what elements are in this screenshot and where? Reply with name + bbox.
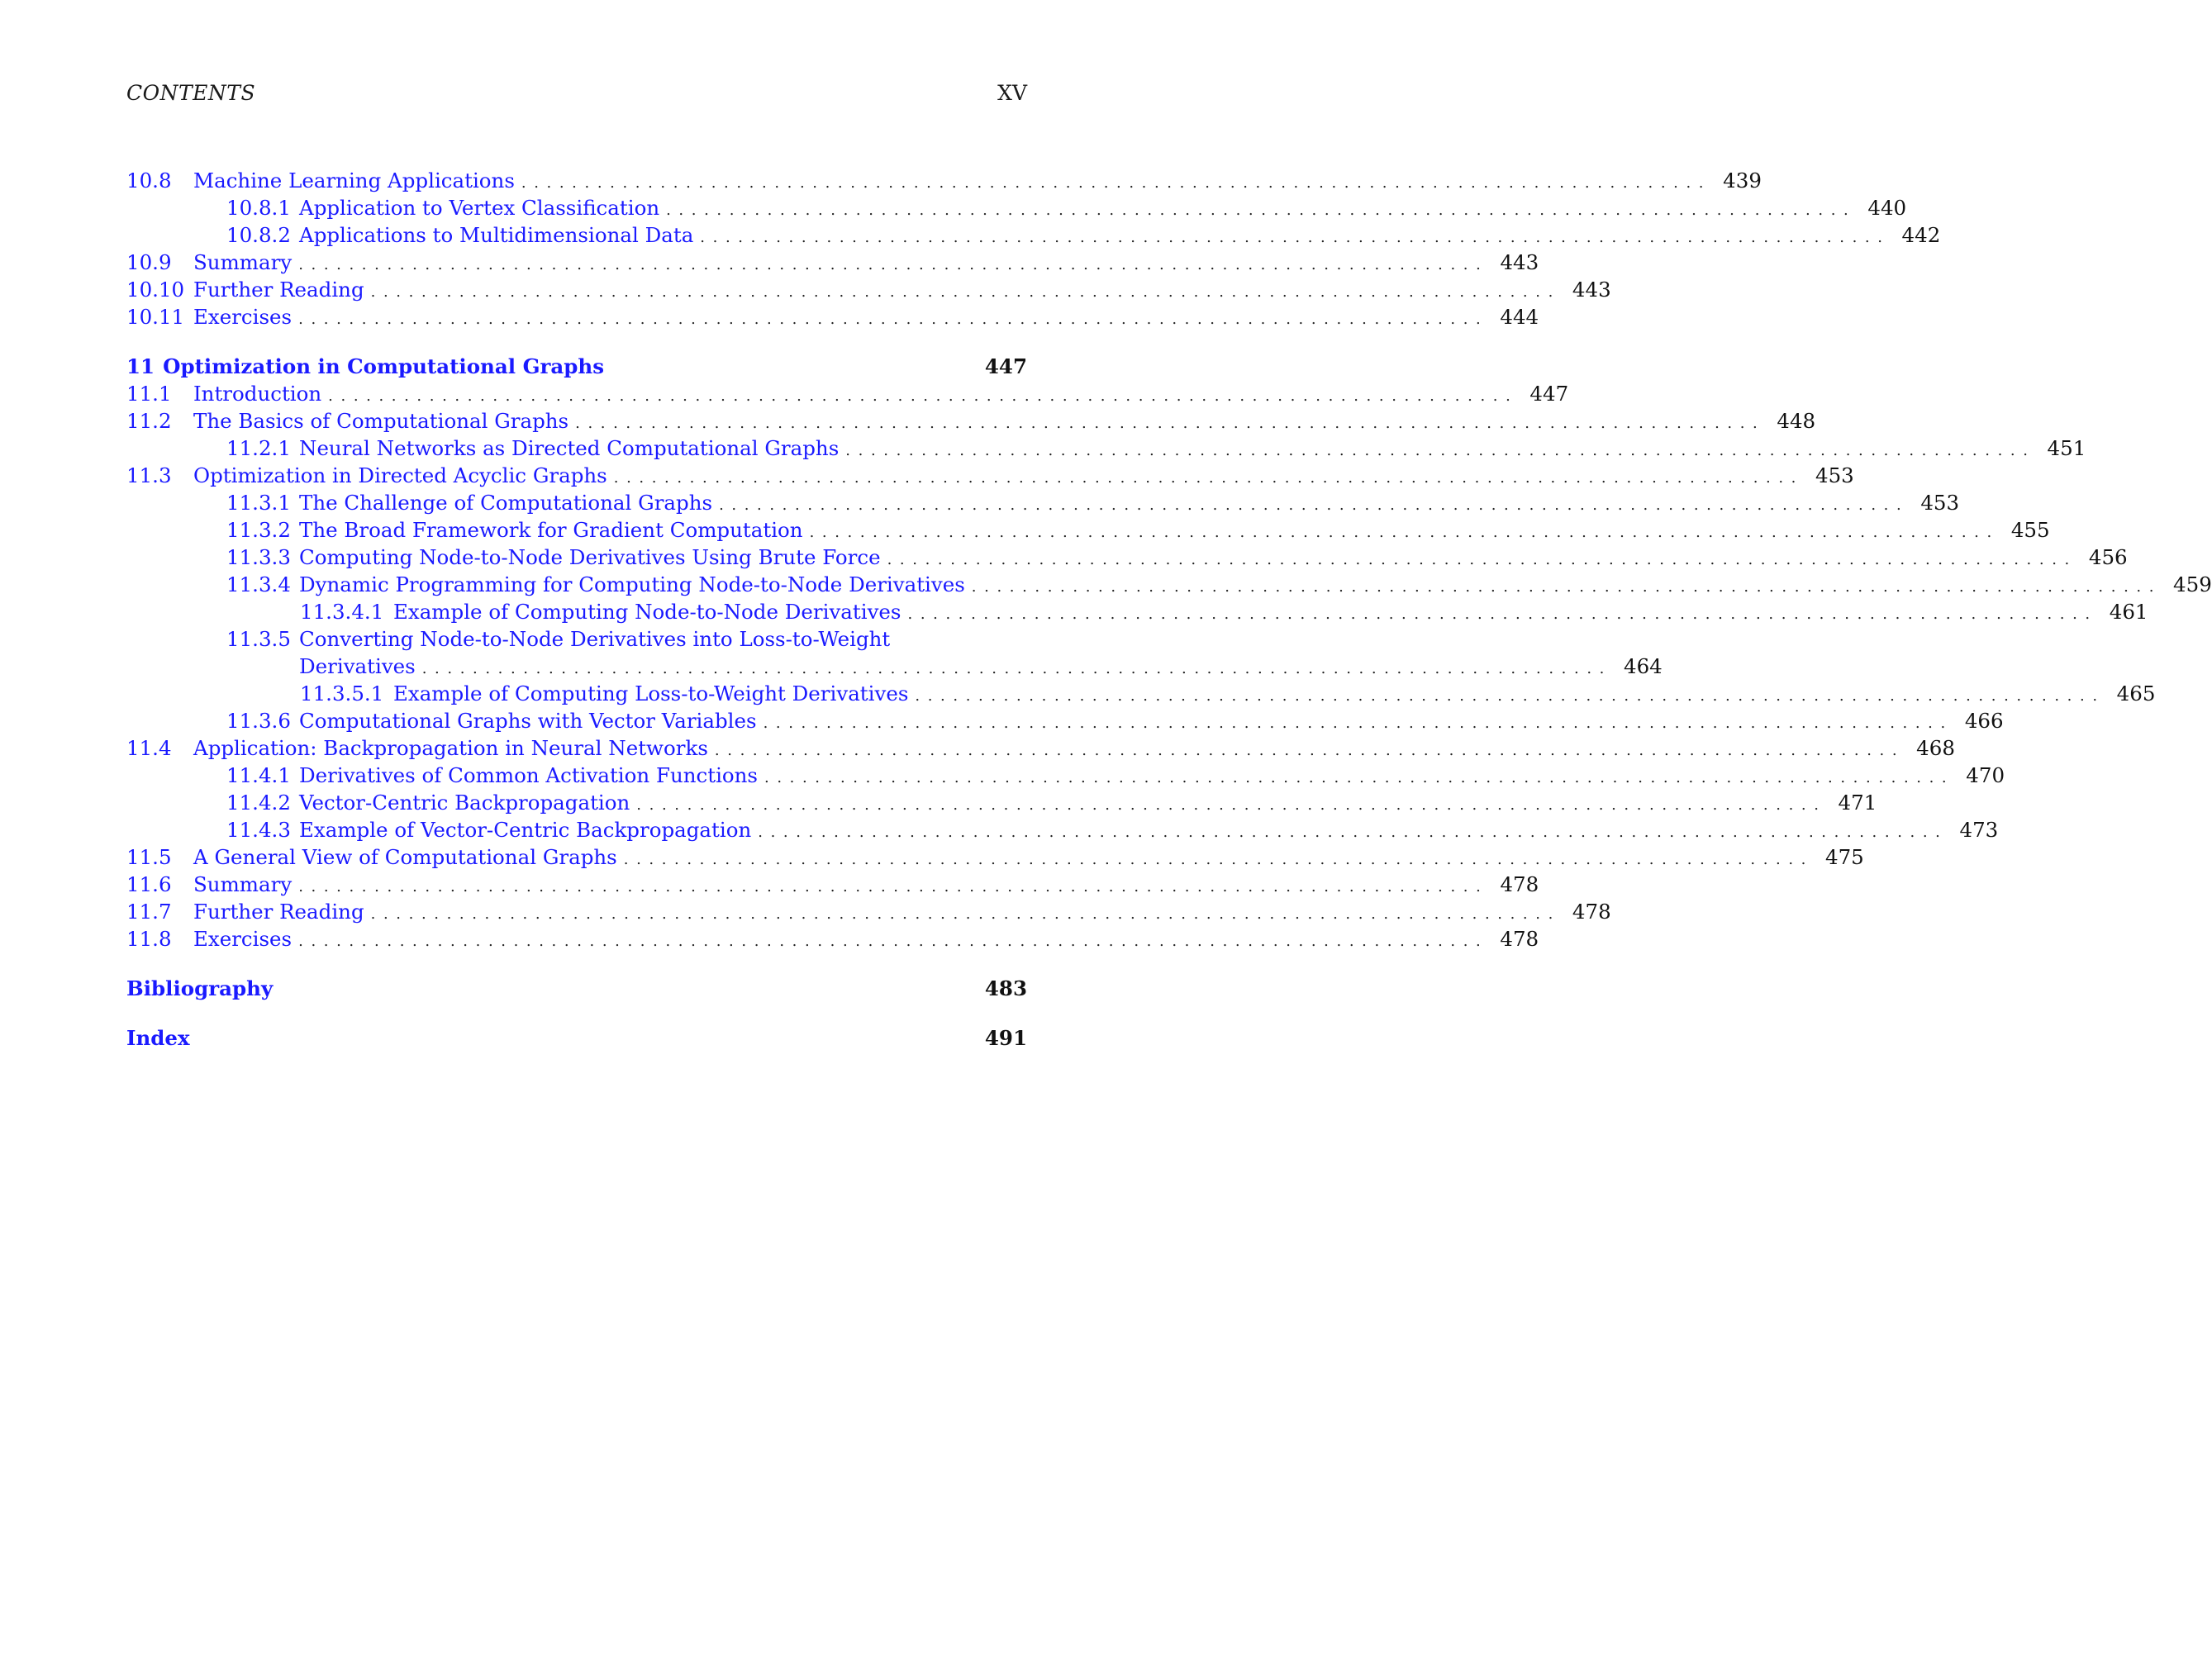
dot-leader: ..............................................................................................: [298, 311, 1489, 328]
dot-leader: ..............................................................................................: [575, 415, 1766, 432]
toc-entry-page: 444: [1500, 305, 1539, 329]
toc-entry-title[interactable]: Applications to Multidimensional Data: [299, 223, 694, 247]
toc-entry-title[interactable]: Example of Computing Loss-to-Weight Derivatives: [393, 682, 909, 705]
toc-entry-page: 465: [2116, 682, 2156, 705]
toc-entry[interactable]: [126, 762, 2005, 789]
toc-entry[interactable]: [126, 221, 1941, 249]
toc-entry-title[interactable]: Dynamic Programming for Computing Node-to-Node Derivatives: [299, 572, 965, 596]
toc-entry-number: 11.3: [126, 463, 172, 487]
toc-entry-page: 443: [1572, 278, 1611, 302]
dot-leader: ..............................................................................................: [809, 524, 2000, 541]
chapter-title[interactable]: Optimization in Computational Graphs: [163, 354, 605, 378]
running-header-page-number: XV: [997, 81, 1027, 105]
toc-entry-title[interactable]: The Basics of Computational Graphs: [193, 409, 569, 433]
dot-leader: ..............................................................................................: [714, 742, 1905, 759]
dot-leader: ..............................................................................................: [636, 796, 1827, 814]
toc-entry-title[interactable]: Introduction: [193, 382, 322, 406]
toc-chapter-11[interactable]: [126, 353, 1027, 380]
toc-entry-title[interactable]: Exercises: [193, 305, 293, 329]
bibliography-page: 483: [984, 976, 1027, 1000]
dot-leader: ..............................................................................................: [907, 606, 2098, 623]
dot-leader: ..............................................................................................: [370, 283, 1561, 301]
dot-leader: ..............................................................................................: [370, 905, 1561, 923]
toc-bibliography[interactable]: [126, 975, 1027, 1002]
running-header: [126, 79, 1027, 107]
dot-leader: ..............................................................................................: [763, 715, 1953, 732]
toc-entry-title[interactable]: Further Reading: [193, 278, 364, 302]
toc-entry-number: 10.8: [126, 169, 172, 192]
toc-entry-number: 11.3.4.1: [300, 600, 384, 624]
toc-entry-number: 10.11: [126, 305, 185, 329]
dot-leader: ..............................................................................................: [421, 660, 1612, 677]
toc-entry-title[interactable]: Neural Networks as Directed Computational Graphs: [299, 436, 840, 460]
dot-leader: ..............................................................................................: [719, 496, 1910, 514]
toc-entry[interactable]: [126, 489, 1960, 516]
toc-entry-title[interactable]: Computing Node-to-Node Derivatives Using Brute Force: [299, 545, 881, 569]
toc-entry-page: 470: [1966, 763, 2005, 787]
toc-index[interactable]: [126, 1024, 1027, 1052]
toc-entry[interactable]: [126, 462, 1854, 489]
toc-entry-title[interactable]: Exercises: [193, 927, 293, 951]
toc-entry-number: 10.9: [126, 250, 172, 274]
running-header-title: CONTENTS: [126, 81, 256, 105]
toc-entry-page: 464: [1623, 654, 1663, 678]
dot-leader: ..............................................................................................: [845, 442, 2036, 459]
toc-entry[interactable]: [126, 789, 1877, 816]
toc-entry-page: 459: [2173, 572, 2212, 596]
toc-entry-number: 11.6: [126, 872, 172, 896]
toc-entry-title[interactable]: Application: Backpropagation in Neural Networks: [193, 736, 708, 760]
dot-leader: ..............................................................................................: [521, 174, 1712, 192]
toc-entry-number: 11.5: [126, 845, 172, 869]
toc-entry-title[interactable]: Example of Computing Node-to-Node Derivatives: [393, 600, 901, 624]
chapter-number: 11: [126, 354, 155, 378]
toc-entry-number: 11.3.6: [226, 709, 291, 733]
toc-entry-title-line1[interactable]: Converting Node-to-Node Derivatives into Loss-to-Weight: [299, 627, 891, 651]
toc-entry[interactable]: [126, 571, 2212, 598]
toc-entry[interactable]: [126, 544, 2128, 571]
toc-entry-page: 440: [1867, 196, 1907, 220]
toc-entry-number: 11.1: [126, 382, 172, 406]
toc-entry-number: 11.2.1: [226, 436, 291, 460]
toc-entry-page: 466: [1964, 709, 2004, 733]
toc-entry[interactable]: [126, 598, 2148, 625]
table-of-contents: [126, 167, 2212, 1052]
toc-entry[interactable]: [126, 249, 1539, 276]
toc-entry-number: 11.4: [126, 736, 172, 760]
toc-entry-page: 447: [1529, 382, 1569, 406]
toc-entry-page: 473: [1959, 818, 1999, 842]
dot-leader: ..............................................................................................: [623, 851, 1814, 868]
toc-entry[interactable]: [126, 680, 2156, 707]
toc-entry-number: 11.7: [126, 900, 172, 924]
toc-entry-page: 453: [1920, 491, 1960, 515]
toc-entry[interactable]: [126, 871, 1539, 898]
toc-entry-page: 443: [1500, 250, 1539, 274]
dot-leader: ..............................................................................................: [971, 578, 2162, 596]
toc-entry-title[interactable]: Optimization in Directed Acyclic Graphs: [193, 463, 607, 487]
toc-entry-page: 448: [1777, 409, 1816, 433]
toc-entry[interactable]: [126, 925, 1539, 952]
toc-entry-number: 10.8.1: [226, 196, 291, 220]
toc-entry-title[interactable]: Computational Graphs with Vector Variables: [299, 709, 757, 733]
bibliography-title[interactable]: Bibliography: [126, 976, 274, 1000]
toc-entry-page: 475: [1825, 845, 1864, 869]
toc-entry[interactable]: [126, 303, 1539, 330]
toc-entry-number: 11.4.3: [226, 818, 291, 842]
toc-entry-number: 11.3.2: [226, 518, 291, 542]
toc-entry-title[interactable]: Vector-Centric Backpropagation: [299, 791, 630, 815]
toc-entry-page: 478: [1572, 900, 1611, 924]
toc-entry-page: 442: [1901, 223, 1941, 247]
toc-entry[interactable]: [126, 194, 1907, 221]
toc-entry[interactable]: [126, 816, 1999, 843]
toc-entry-continuation[interactable]: [126, 653, 1663, 680]
toc-entry-page: 478: [1500, 872, 1539, 896]
toc-entry-page: 439: [1723, 169, 1762, 192]
toc-entry-number: 10.10: [126, 278, 185, 302]
toc-entry[interactable]: [126, 898, 1611, 925]
toc-entry[interactable]: [126, 843, 1864, 871]
dot-leader: ..............................................................................................: [915, 687, 2105, 705]
toc-entry-title[interactable]: A General View of Computational Graphs: [193, 845, 617, 869]
toc-entry-title[interactable]: Further Reading: [193, 900, 364, 924]
toc-entry[interactable]: [126, 707, 2004, 734]
toc-entry-page: 451: [2047, 436, 2086, 460]
toc-entry-number: 11.4.1: [226, 763, 291, 787]
toc-entry-number: 10.8.2: [226, 223, 291, 247]
toc-entry-page: 455: [2010, 518, 2050, 542]
toc-entry[interactable]: [126, 625, 1027, 653]
index-title[interactable]: Index: [126, 1026, 190, 1050]
dot-leader: ..............................................................................................: [298, 878, 1489, 895]
toc-entry-title[interactable]: Summary: [193, 250, 293, 274]
dot-leader: ..............................................................................................: [328, 387, 1519, 405]
dot-leader: ..............................................................................................: [700, 229, 1891, 246]
toc-entry-page: 471: [1838, 791, 1877, 815]
toc-entry[interactable]: [126, 407, 1816, 435]
toc-entry-title-line2[interactable]: Derivatives: [299, 654, 416, 678]
dot-leader: ..............................................................................................: [666, 202, 1857, 219]
index-page: 491: [984, 1026, 1027, 1050]
dot-leader: ..............................................................................................: [298, 256, 1489, 273]
dot-leader: ..............................................................................................: [764, 769, 1955, 786]
toc-entry-title[interactable]: Machine Learning Applications: [193, 169, 515, 192]
toc-entry-page: 468: [1916, 736, 1955, 760]
toc-entry-number: 11.8: [126, 927, 172, 951]
toc-entry-title[interactable]: Summary: [193, 872, 293, 896]
toc-entry-title[interactable]: The Broad Framework for Gradient Computation: [299, 518, 803, 542]
toc-entry-number: 11.2: [126, 409, 172, 433]
toc-entry-number: 11.3.1: [226, 491, 291, 515]
toc-entry-page: 456: [2088, 545, 2128, 569]
toc-entry-title[interactable]: Example of Vector-Centric Backpropagation: [299, 818, 752, 842]
toc-entry[interactable]: [126, 734, 1955, 762]
toc-entry-number: 11.3.3: [226, 545, 291, 569]
toc-entry-number: 11.3.4: [226, 572, 291, 596]
toc-entry[interactable]: [126, 380, 1569, 407]
toc-entry[interactable]: [126, 435, 2086, 462]
chapter-page: 447: [984, 354, 1027, 378]
toc-entry-number: 11.4.2: [226, 791, 291, 815]
toc-entry-page: 461: [2109, 600, 2148, 624]
dot-leader: ..............................................................................................: [613, 469, 1804, 487]
toc-entry-title[interactable]: Derivatives of Common Activation Functions: [299, 763, 759, 787]
toc-entry-page: 453: [1815, 463, 1854, 487]
toc-entry[interactable]: [126, 276, 1611, 303]
toc-entry[interactable]: [126, 516, 2050, 544]
dot-leader: ..............................................................................................: [298, 933, 1489, 950]
toc-entry-number: 11.3.5.1: [300, 682, 384, 705]
dot-leader: ..............................................................................................: [887, 551, 2077, 568]
toc-entry-page: 478: [1500, 927, 1539, 951]
toc-entry-title[interactable]: Application to Vertex Classification: [299, 196, 660, 220]
toc-entry[interactable]: [126, 167, 1762, 194]
toc-entry-number: 11.3.5: [226, 627, 291, 651]
dot-leader: ..............................................................................................: [758, 824, 1948, 841]
toc-entry-title[interactable]: The Challenge of Computational Graphs: [299, 491, 713, 515]
